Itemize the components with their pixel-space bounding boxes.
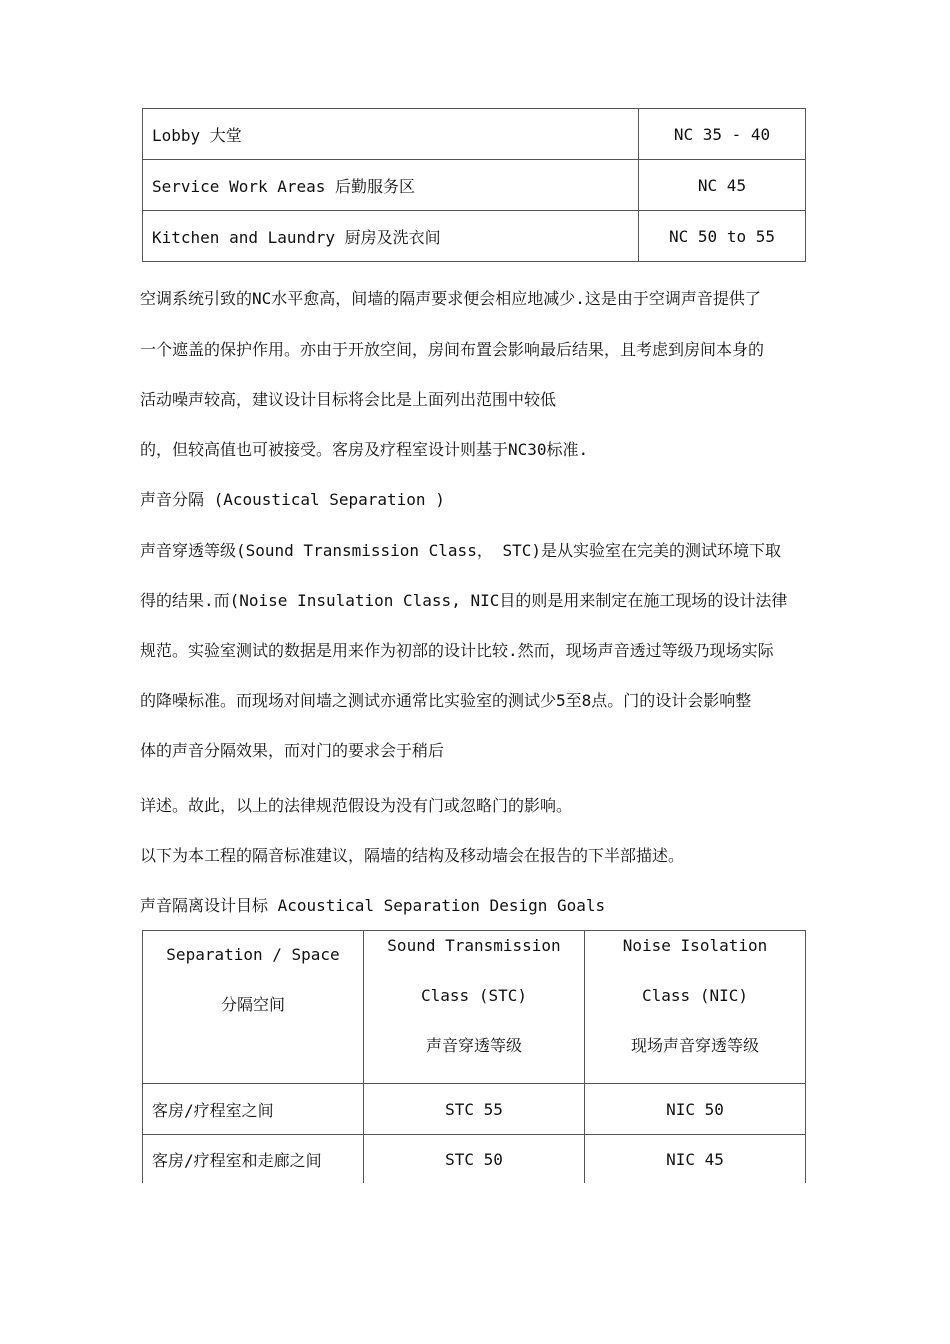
header-line: Sound Transmission: [387, 936, 561, 955]
header-cell-nic: [585, 931, 806, 1084]
paragraph-line: 得的结果.而(Noise Insulation Class, NIC目的则是用来制定在施工现场的设计法律: [140, 591, 788, 610]
header-line: 现场声音穿透等级: [630, 1036, 759, 1055]
paragraph-line: 以下为本工程的隔音标准建议，隔墙的结构及移动墙会在报告的下半部描述。: [140, 846, 685, 865]
header-cell-stc: [364, 931, 585, 1084]
table-row: [143, 109, 806, 160]
space-cell: Kitchen and Laundry 厨房及洗衣间: [143, 211, 639, 262]
space-cell: Service Work Areas 后勤服务区: [143, 160, 639, 211]
table-row: [143, 1135, 806, 1184]
nc-criteria-table: [142, 108, 806, 262]
header-cell-space: [143, 931, 364, 1084]
table-row: [143, 211, 806, 262]
nc-value-cell: NC 35 - 40: [639, 109, 806, 160]
nc-value-cell: NC 50 to 55: [639, 211, 806, 262]
paragraph-line: 规范。实验室测试的数据是用来作为初部的设计比较.然而，现场声音透过等级乃现场实际: [140, 641, 774, 660]
paragraph-line: 空调系统引致的NC水平愈高，间墙的隔声要求便会相应地减少.这是由于空调声音提供了: [140, 289, 761, 308]
header-line: Class (STC): [421, 986, 527, 1005]
header-line: Class (NIC): [642, 986, 748, 1005]
stc-cell: STC 50: [364, 1135, 585, 1184]
space-cell: 客房/疗程室和走廊之间: [143, 1135, 364, 1184]
paragraph-line: 详述。故此，以上的法律规范假设为没有门或忽略门的影响。: [140, 796, 573, 815]
nc-value-cell: NC 45: [639, 160, 806, 211]
paragraph-line: 的，但较高值也可被接受。客房及疗程室设计则基于NC30标准.: [140, 440, 589, 459]
table-row: [143, 1084, 806, 1135]
paragraph-line: 一个遮盖的保护作用。亦由于开放空间，房间布置会影响最后结果，且考虑到房间本身的: [140, 340, 765, 359]
table-row: [143, 160, 806, 211]
nic-cell: NIC 45: [585, 1135, 806, 1184]
paragraph-line: 的降噪标准。而现场对间墙之测试亦通常比实验室的测试少5至8点。门的设计会影响整: [140, 691, 752, 710]
section-heading: 声音分隔 (Acoustical Separation ): [140, 490, 445, 509]
space-cell: 客房/疗程室之间: [143, 1084, 364, 1135]
header-line: 声音穿透等级: [425, 1036, 522, 1055]
header-line: Noise Isolation: [622, 936, 768, 955]
header-line: Separation / Space: [166, 945, 340, 964]
stc-cell: STC 55: [364, 1084, 585, 1135]
table-header-row: [143, 931, 806, 1084]
header-line: 分隔空间: [220, 995, 285, 1014]
separation-goals-table: [142, 930, 806, 1183]
paragraph-line: 活动噪声较高，建议设计目标将会比是上面列出范围中较低: [140, 390, 557, 409]
paragraph-line: 体的声音分隔效果，而对门的要求会于稍后: [140, 741, 445, 760]
paragraph-line: 声音穿透等级(Sound Transmission Class， STC)是从实验室在完美的测试环境下取: [140, 541, 781, 560]
nic-cell: NIC 50: [585, 1084, 806, 1135]
space-cell: Lobby 大堂: [143, 109, 639, 160]
table-title: 声音隔离设计目标 Acoustical Separation Design Goals: [140, 896, 606, 915]
